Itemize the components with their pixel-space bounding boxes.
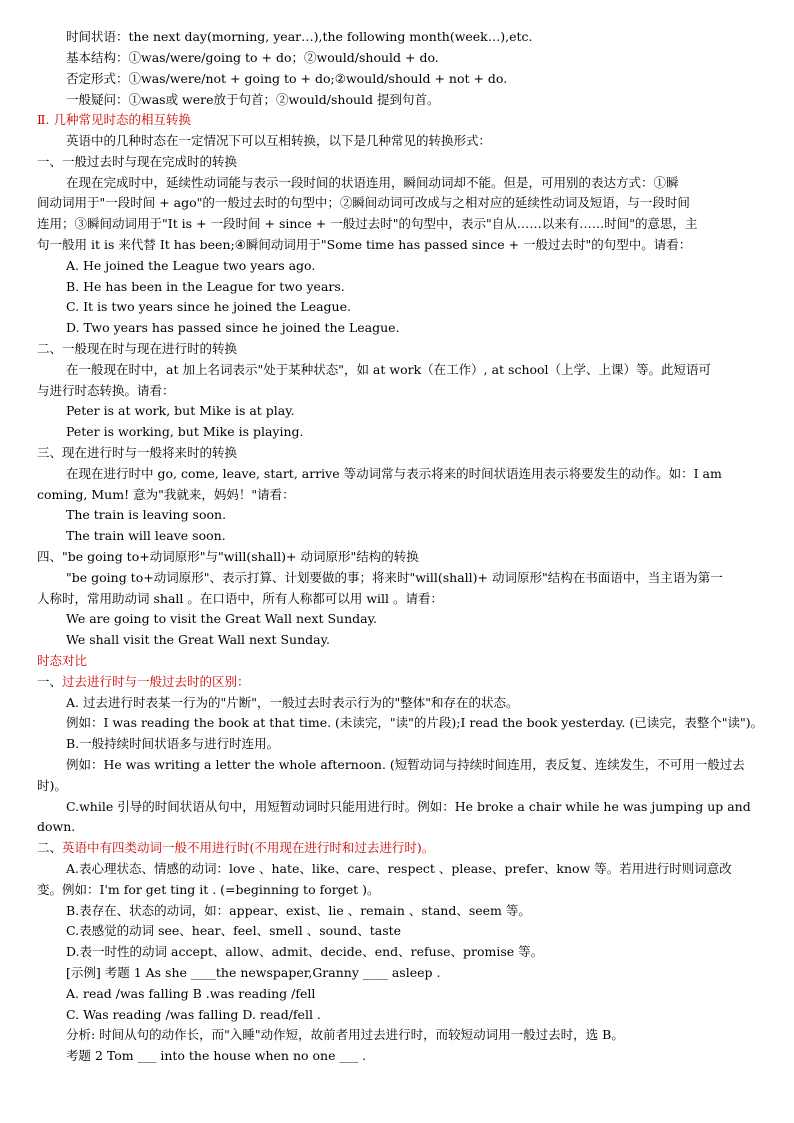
text-line [37, 153, 237, 170]
text-segment: down. [37, 819, 76, 834]
text-line [37, 839, 434, 856]
text-line [66, 631, 330, 648]
text-segment: 时)。 [37, 778, 67, 793]
text-line [37, 111, 191, 128]
text-segment: 在现在进行时中 go, come, leave, start, arrive 等动词常与表示将来的时间状语连用表示将要发生的动作。如：I am [66, 466, 722, 481]
text-line [66, 527, 226, 544]
text-segment: Peter is working, but Mike is playing. [66, 424, 304, 439]
text-line [37, 673, 250, 690]
text-segment: 时态对比 [37, 653, 88, 668]
text-line [66, 756, 745, 773]
text-segment: B. He has been in the League for two years. [66, 279, 345, 294]
text-segment: 在现在完成时中，延续性动词能与表示一段时间的状语连用，瞬间动词却不能。但是，可用别的表达方式：①瞬 [66, 175, 679, 190]
text-segment: 间动词用于"一段时间 + ago"的一般过去时的句型中；②瞬间动词可改成与之相对应的延续性动词及短语，与一段时间 [37, 195, 690, 210]
text-segment: [示例] 考题 1 As she ____the newspaper,Granny ____ asleep . [66, 965, 441, 980]
text-segment: We shall visit the Great Wall next Sunday. [66, 632, 330, 647]
text-segment: C. It is two years since he joined the League. [66, 299, 351, 314]
text-segment: 一般疑问：①was或 were放于句首；②would/should 提到句首。 [66, 92, 440, 107]
text-line [66, 361, 711, 378]
text-segment: 二、 [37, 840, 63, 855]
text-line [37, 215, 697, 232]
text-segment: 四、"be going to+动词原形"与"will(shall)+ 动词原形"结构的转换 [37, 549, 419, 564]
text-segment: 一、 [37, 674, 63, 689]
text-segment: B.表存在、状态的动词，如：appear、exist、lie 、remain 、stand、seem 等。 [66, 903, 531, 918]
text-segment: Ⅱ. 几种常见时态的相互转换 [37, 112, 191, 127]
text-line [66, 610, 377, 627]
text-segment: 分析: 时间从句的动作长，而"入睡"动作短，故前者用过去进行时，而较短动词用一般过去时，选 B。 [66, 1027, 624, 1042]
text-line [37, 881, 379, 898]
text-line [66, 1006, 321, 1023]
text-line [66, 132, 491, 149]
text-segment: A.表心理状态、情感的动词：love 、hate、like、care、respect 、please、prefer、know 等。若用进行时则词意改 [66, 861, 732, 876]
text-segment: 变。例如：I'm for get ting it . (=beginning to forget )。 [37, 882, 380, 897]
text-line [66, 49, 439, 66]
text-segment: D.表一时性的动词 accept、allow、admit、decide、end、refuse、promise 等。 [66, 944, 544, 959]
text-line [66, 922, 401, 939]
text-line [66, 402, 295, 419]
text-segment: 在一般现在时中，at 加上名词表示"处于某种状态"，如 at work（在工作）, at school（上学、上课）等。此短语可 [66, 362, 712, 377]
text-line [37, 590, 443, 607]
text-segment: 例如：I was reading the book at that time. (未读完，"读"的片段);I read the book yesterday. (已读完，表整个"读")。 [66, 715, 764, 730]
text-line [66, 70, 507, 87]
text-line [37, 340, 237, 357]
text-line [37, 486, 295, 503]
text-line [37, 382, 175, 399]
text-line [66, 257, 315, 274]
text-segment: 三、现在进行时与一般将来时的转换 [37, 445, 238, 460]
text-segment: A. He joined the League two years ago. [66, 258, 316, 273]
text-segment: 人称时，常用助动词 shall 。在口语中，所有人称都可以用 will 。请看： [37, 591, 444, 606]
text-segment: 时间状语：the next day(morning, year…),the following month(week…),etc. [66, 29, 533, 44]
text-segment: A. read /was falling B .was reading /fell [66, 986, 316, 1001]
highlight-segment: 过去进行时与一般过去时的区别： [62, 674, 250, 689]
text-segment: 连用；③瞬间动词用于"It is + 一段时间 + since + 一般过去时"的句型中，表示"自从……以来有……时间"的意思，主 [37, 216, 698, 231]
text-segment: The train will leave soon. [66, 528, 226, 543]
highlight-segment: 英语中有四类动词一般不用进行时(不用现在进行时和过去进行时)。 [62, 840, 435, 855]
text-segment: 与进行时态转换。请看： [37, 383, 175, 398]
text-segment: C.while 引导的时间状语从句中，用短暂动词时只能用进行时。例如：He broke a chair while he was jumping up and [66, 799, 751, 814]
text-line [66, 694, 518, 711]
text-segment: The train is leaving soon. [66, 507, 227, 522]
text-line [37, 777, 67, 794]
text-line [37, 652, 87, 669]
text-line [37, 236, 691, 253]
text-line [66, 1047, 366, 1064]
text-line [66, 964, 440, 981]
text-line [66, 902, 531, 919]
text-line [37, 548, 419, 565]
text-line [66, 174, 679, 191]
text-segment: C.表感觉的动词 see、hear、feel、smell 、sound、taste [66, 923, 402, 938]
text-segment: D. Two years has passed since he joined the League. [66, 320, 400, 335]
text-segment: C. Was reading /was falling D. read/fell . [66, 1007, 321, 1022]
text-segment: 句一般用 it is 来代替 It has been;④瞬间动词用于"Some time has passed since + 一般过去时"的句型中。请看： [37, 237, 692, 252]
text-line [37, 194, 690, 211]
text-line [66, 506, 226, 523]
text-line [66, 714, 763, 731]
text-line [66, 278, 345, 295]
text-line [66, 465, 722, 482]
text-segment: 基本结构：①was/were/going to + do；②would/should + do. [66, 50, 439, 65]
text-segment: 英语中的几种时态在一定情况下可以互相转换，以下是几种常见的转换形式： [66, 133, 492, 148]
text-line [66, 28, 533, 45]
text-segment: 否定形式：①was/were/not + going to + do;②would/should + not + do. [66, 71, 508, 86]
text-line [66, 423, 304, 440]
text-segment: 例如：He was writing a letter the whole afternoon. (短暂动词与持续时间连用，表反复、连续发生，不可用一般过去 [66, 757, 745, 772]
text-line [66, 298, 351, 315]
text-segment: 考题 2 Tom ___ into the house when no one ___ . [66, 1048, 367, 1063]
text-segment: coming, Mum! 意为"我就来，妈妈！"请看： [37, 487, 295, 502]
text-line [66, 985, 315, 1002]
text-segment: We are going to visit the Great Wall next Sunday. [66, 611, 377, 626]
text-line [66, 569, 723, 586]
text-line [37, 818, 75, 835]
text-line [66, 943, 543, 960]
text-line [66, 798, 751, 815]
text-line [66, 319, 400, 336]
text-line [66, 91, 440, 108]
text-segment: A. 过去进行时表某一行为的"片断"，一般过去时表示行为的"整体"和存在的状态。 [66, 695, 519, 710]
text-segment: "be going to+动词原形"、表示打算、计划要做的事；将来时"will(shall)+ 动词原形"结构在书面语中，当主语为第一 [66, 570, 723, 585]
text-line [37, 444, 237, 461]
text-segment: B.一般持续时间状语多与进行时连用。 [66, 736, 280, 751]
text-segment: 二、一般现在时与现在进行时的转换 [37, 341, 238, 356]
text-segment: 一、一般过去时与现在完成时的转换 [37, 154, 238, 169]
text-line [66, 860, 732, 877]
text-line [66, 1026, 624, 1043]
text-line [66, 735, 279, 752]
text-segment: Peter is at work, but Mike is at play. [66, 403, 295, 418]
